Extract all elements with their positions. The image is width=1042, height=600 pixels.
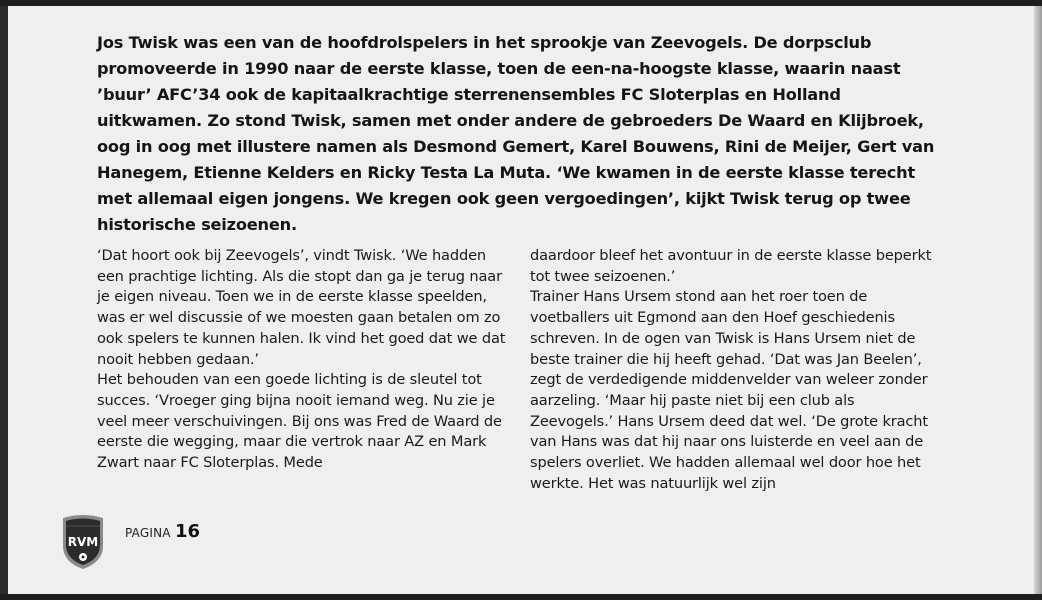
page-number: 16 — [175, 521, 201, 542]
logo-text: RVM — [67, 535, 99, 549]
page-edge-shadow — [1034, 6, 1042, 594]
page-label: PAGINA — [125, 526, 171, 540]
paragraph: daardoor bleef het avontuur in de eerste klasse beperkt tot twee seizoenen.’ — [530, 247, 932, 285]
bottom-frame-bar — [0, 594, 1042, 600]
article-intro: Jos Twisk was een van de hoofdrolspelers in het sprookje van Zeevogels. De dorpsclub promoveerde in 1990 naar de eerste klasse, toen de een-na-hoogste klasse, waarin naast ’buur’ AFC’34 ook de kapitaalkrachtige sterrenensembles FC Sloterplas en Holland uitkwamen. Zo stond Twisk, samen met onder andere de gebroeders De Waard en Klijbroek, oog in oog met illustere namen als Desmond Gemert, Karel Bouwens, Rini de Meijer, Gert van Hanegem, Etienne Kelders en Ricky Testa La Muta. ‘We kwamen in de eerste klasse terecht met allemaal eigen jongens. We kregen ook geen vergoedingen’, kijkt Twisk terug op twee historische seizoenen. — [97, 33, 935, 234]
paragraph: Het behouden van een goede lichting is de sleutel tot succes. ‘Vroeger ging bijna nooit iemand weg. Nu zie je veel meer verschuivingen. Bij ons was Fred de Waard de eerste die wegging, maar die vertrok naar AZ en Mark Zwart naar FC Sloterplas. Mede — [97, 371, 502, 472]
paragraph: ‘Dat hoort ook bij Zeevogels’, vindt Twisk. ‘We hadden een prachtige lichting. Als die stopt dan ga je terug naar je eigen niveau. Toen we in de eerste klasse speelden, was er wel discussie of we moesten gaan betalen om zo ook spelers te kunnen halen. Ik vind het goed dat we dat nooit hebben gedaan.’ — [97, 247, 506, 368]
paragraph: Trainer Hans Ursem stond aan het roer toen de voetballers uit Egmond aan den Hoef geschiedenis schreven. In de ogen van Twisk is Hans Ursem niet de beste trainer die hij heeft gehad. ‘Dat was Jan Beelen’, zegt de verdedigende middenvelder van weleer zonder aarzeling. ‘Maar hij paste niet bij een club als Zeevogels.’ Hans Ursem deed dat wel. ‘De grote kracht van Hans was dat hij naar ons luisterde en veel aan de spelers overliet. We hadden allemaal wel door hoe het werkte. Het was natuurlijk wel zijn — [530, 288, 928, 492]
article-column-left — [97, 246, 507, 474]
rvm-logo — [58, 512, 108, 570]
article-column-right — [530, 246, 940, 494]
